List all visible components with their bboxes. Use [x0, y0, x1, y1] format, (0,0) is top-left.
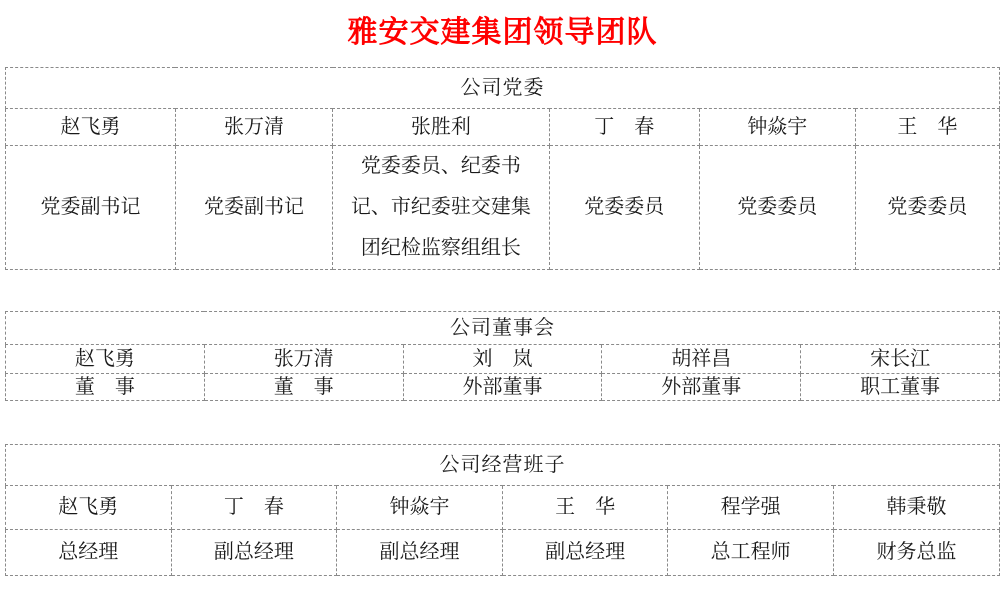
party-committee-table [5, 67, 1000, 270]
board-of-directors-table [5, 311, 1000, 401]
table-row [6, 109, 1000, 146]
member-title-cell: 董 事 [6, 374, 205, 401]
member-name-cell: 王 华 [502, 486, 668, 530]
member-name-cell: 程学强 [668, 486, 834, 530]
table-row [6, 445, 1000, 486]
member-title-cell: 党委副书记 [6, 146, 176, 270]
member-name-cell: 钟焱宇 [337, 486, 503, 530]
member-name-cell: 赵飞勇 [6, 486, 172, 530]
member-title-cell: 党委委员 [549, 146, 699, 270]
member-title-cell: 外部董事 [602, 374, 801, 401]
member-title-cell: 党委委员 [855, 146, 999, 270]
table-row [6, 530, 1000, 576]
member-title-cell: 外部董事 [403, 374, 602, 401]
member-name-cell: 丁 春 [549, 109, 699, 146]
member-name-cell: 丁 春 [171, 486, 337, 530]
member-title-cell: 党委副书记 [175, 146, 332, 270]
member-title-cell: 职工董事 [801, 374, 1000, 401]
section-header-party-committee: 公司党委 [6, 68, 1000, 109]
section-header-management: 公司经营班子 [6, 445, 1000, 486]
table-row [6, 345, 1000, 374]
page-title: 雅安交建集团领导团队 [347, 16, 658, 49]
member-title-cell: 党委委员、纪委书记、市纪委驻交建集团纪检监察组组长 [333, 146, 550, 270]
member-title-cell: 副总经理 [502, 530, 668, 576]
member-name-cell: 张万清 [204, 345, 403, 374]
member-title-cell: 副总经理 [171, 530, 337, 576]
table-row [6, 486, 1000, 530]
member-name-cell: 韩秉敬 [833, 486, 999, 530]
member-name-cell: 刘 岚 [403, 345, 602, 374]
member-name-cell: 胡祥昌 [602, 345, 801, 374]
member-title-cell: 总经理 [6, 530, 172, 576]
member-name-cell: 张万清 [175, 109, 332, 146]
member-name-cell: 赵飞勇 [6, 109, 176, 146]
member-title-cell: 总工程师 [668, 530, 834, 576]
member-title-cell: 财务总监 [833, 530, 999, 576]
member-name-cell: 王 华 [855, 109, 999, 146]
member-title-cell: 副总经理 [337, 530, 503, 576]
table-row [6, 68, 1000, 109]
member-name-cell: 张胜利 [333, 109, 550, 146]
section-header-board: 公司董事会 [6, 312, 1000, 345]
member-title-cell: 党委委员 [699, 146, 855, 270]
table-row [6, 312, 1000, 345]
management-team-table [5, 444, 1000, 576]
member-title-cell: 董 事 [204, 374, 403, 401]
member-name-cell: 钟焱宇 [699, 109, 855, 146]
table-row [6, 146, 1000, 270]
member-name-cell: 宋长江 [801, 345, 1000, 374]
member-name-cell: 赵飞勇 [6, 345, 205, 374]
table-row [6, 374, 1000, 401]
